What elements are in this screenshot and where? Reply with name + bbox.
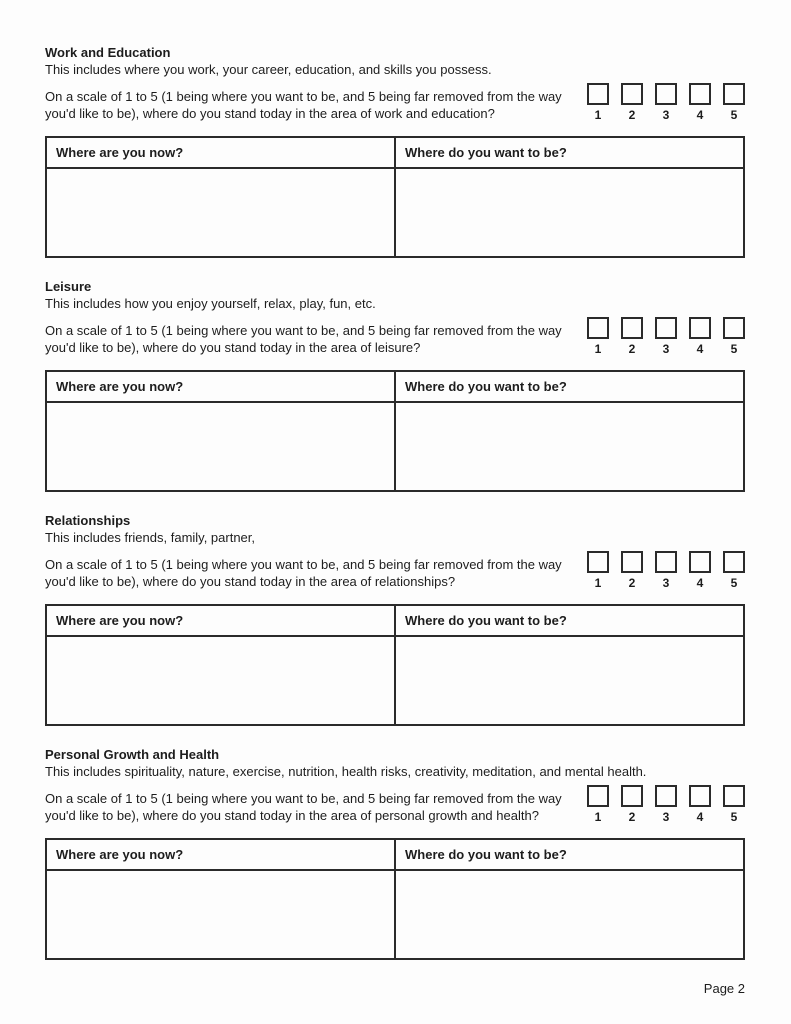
rating-label: 3 [662,108,670,122]
scale-question: On a scale of 1 to 5 (1 being where you want to be, and 5 being far removed from the way you'd like to be), where do you stand today in the area of leisure? [45,323,562,355]
section-description: This includes where you work, your career, education, and skills you possess. [45,62,492,77]
rating-option [655,317,677,356]
rating-option [689,551,711,590]
answer-cell-want[interactable] [395,402,744,491]
section-title: Work and Education [45,45,171,60]
rating-scale [587,83,745,122]
section-title: Relationships [45,513,131,528]
rating-label: 2 [628,108,636,122]
rating-option [723,551,745,590]
rating-label: 4 [696,342,704,356]
section-description: This includes how you enjoy yourself, relax, play, fun, etc. [45,296,376,311]
rating-checkbox-3[interactable] [655,83,677,105]
rating-scale [587,551,745,590]
rating-option [621,785,643,824]
rating-label: 1 [594,576,602,590]
section-description: This includes spirituality, nature, exercise, nutrition, health risks, creativity, meditation, and mental health. [45,764,647,779]
rating-option [587,551,609,590]
answer-cell-now[interactable] [46,870,395,959]
section-leisure [45,278,745,492]
rating-label: 5 [730,342,738,356]
section-work-and-education [45,44,745,258]
rating-label: 2 [628,342,636,356]
rating-label: 3 [662,810,670,824]
rating-option [621,83,643,122]
rating-option [723,83,745,122]
rating-scale [587,317,745,356]
answer-table [45,370,745,492]
rating-option [655,83,677,122]
rating-checkbox-1[interactable] [587,317,609,339]
scale-question: On a scale of 1 to 5 (1 being where you want to be, and 5 being far removed from the way you'd like to be), where do you stand today in the area of personal growth and health? [45,791,562,823]
answer-cell-want[interactable] [395,870,744,959]
section-personal-growth-and-health [45,746,745,960]
rating-option [587,317,609,356]
rating-option [587,83,609,122]
page-number: Page 2 [703,981,745,996]
answer-table [45,604,745,726]
rating-checkbox-1[interactable] [587,785,609,807]
scale-question-row [45,88,745,122]
rating-option [587,785,609,824]
answer-table [45,136,745,258]
rating-option [723,317,745,356]
column-header-now: Where are you now? [46,605,395,636]
rating-label: 3 [662,342,670,356]
rating-label: 4 [696,108,704,122]
rating-checkbox-2[interactable] [621,317,643,339]
rating-checkbox-3[interactable] [655,785,677,807]
answer-cell-want[interactable] [395,636,744,725]
rating-label: 3 [662,576,670,590]
column-header-want: Where do you want to be? [395,839,744,870]
rating-option [655,785,677,824]
rating-label: 1 [594,342,602,356]
column-header-now: Where are you now? [46,839,395,870]
answer-table [45,838,745,960]
rating-scale [587,785,745,824]
rating-checkbox-2[interactable] [621,551,643,573]
rating-label: 4 [696,810,704,824]
scale-question-row [45,322,745,356]
section-description: This includes friends, family, partner, [45,530,256,545]
rating-option [689,785,711,824]
column-header-now: Where are you now? [46,371,395,402]
section-title: Leisure [45,279,92,294]
section-relationships [45,512,745,726]
rating-checkbox-4[interactable] [689,317,711,339]
rating-checkbox-3[interactable] [655,551,677,573]
rating-label: 4 [696,576,704,590]
rating-checkbox-4[interactable] [689,83,711,105]
rating-label: 5 [730,576,738,590]
rating-checkbox-5[interactable] [723,317,745,339]
answer-cell-want[interactable] [395,168,744,257]
column-header-now: Where are you now? [46,137,395,168]
answer-cell-now[interactable] [46,402,395,491]
rating-label: 1 [594,810,602,824]
rating-option [689,317,711,356]
rating-checkbox-4[interactable] [689,785,711,807]
rating-checkbox-1[interactable] [587,83,609,105]
column-header-want: Where do you want to be? [395,137,744,168]
column-header-want: Where do you want to be? [395,605,744,636]
rating-label: 1 [594,108,602,122]
rating-option [621,317,643,356]
column-header-want: Where do you want to be? [395,371,744,402]
rating-checkbox-4[interactable] [689,551,711,573]
rating-checkbox-2[interactable] [621,785,643,807]
answer-cell-now[interactable] [46,636,395,725]
rating-checkbox-5[interactable] [723,83,745,105]
rating-checkbox-2[interactable] [621,83,643,105]
rating-option [723,785,745,824]
rating-label: 5 [730,810,738,824]
scale-question: On a scale of 1 to 5 (1 being where you want to be, and 5 being far removed from the way you'd like to be), where do you stand today in the area of relationships? [45,557,562,589]
rating-option [689,83,711,122]
scale-question: On a scale of 1 to 5 (1 being where you want to be, and 5 being far removed from the way you'd like to be), where do you stand today in the area of work and education? [45,89,562,121]
rating-option [655,551,677,590]
rating-checkbox-5[interactable] [723,785,745,807]
rating-label: 5 [730,108,738,122]
rating-checkbox-1[interactable] [587,551,609,573]
section-title: Personal Growth and Health [45,747,220,762]
answer-cell-now[interactable] [46,168,395,257]
rating-option [621,551,643,590]
rating-label: 2 [628,576,636,590]
rating-checkbox-3[interactable] [655,317,677,339]
scale-question-row [45,556,745,590]
rating-label: 2 [628,810,636,824]
scale-question-row [45,790,745,824]
rating-checkbox-5[interactable] [723,551,745,573]
